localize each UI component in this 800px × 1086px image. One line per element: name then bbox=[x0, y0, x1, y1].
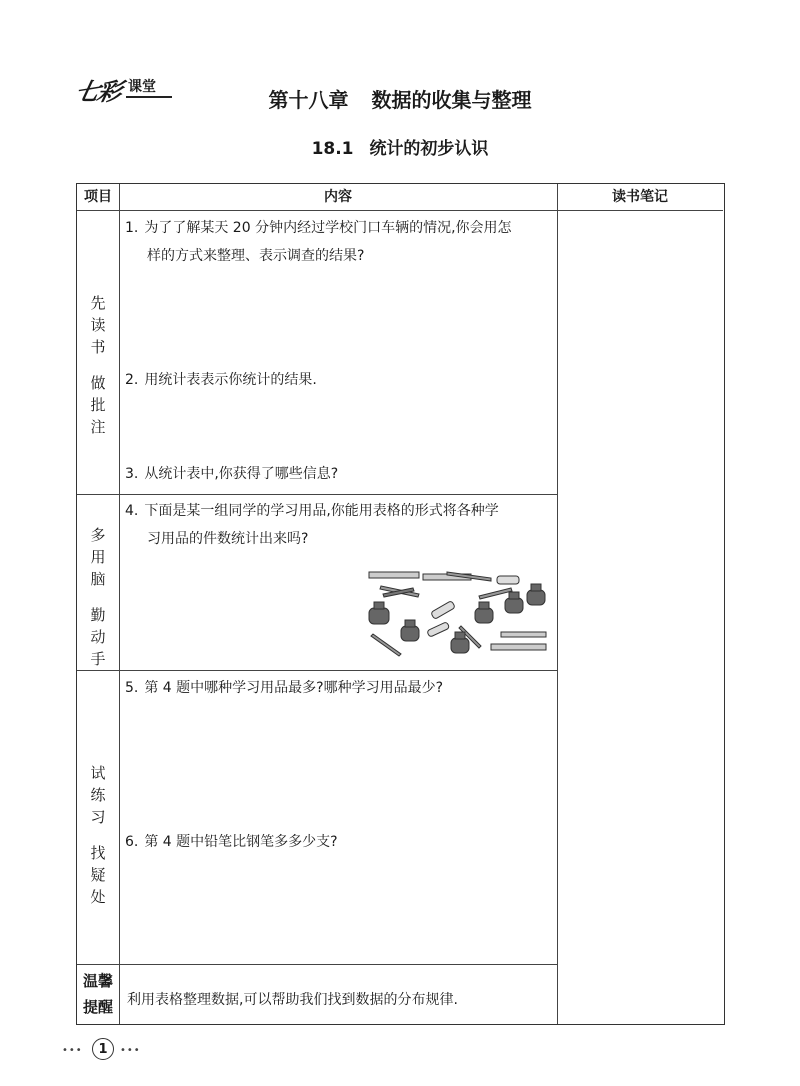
section-name: 统计的初步认识 bbox=[369, 139, 489, 159]
question-5 bbox=[125, 674, 555, 702]
side-label-tip bbox=[77, 968, 119, 1020]
question-3 bbox=[125, 460, 555, 488]
pencil-icon bbox=[479, 588, 512, 599]
logo-sub-text: 课堂 bbox=[128, 79, 156, 95]
page-number-dots-right: ••• bbox=[120, 1045, 141, 1056]
chapter-name: 数据的收集与整理 bbox=[371, 88, 532, 112]
ruler-icon bbox=[369, 572, 419, 578]
row-divider-1 bbox=[77, 494, 558, 495]
question-3-number: 3. bbox=[125, 466, 139, 482]
header-divider bbox=[77, 210, 723, 211]
question-6-text: 第 4 题中铅笔比钢笔多多少支? bbox=[144, 834, 338, 850]
pencil-icon bbox=[371, 634, 401, 656]
col-divider-2 bbox=[557, 184, 558, 1024]
side-label-practice bbox=[77, 762, 119, 908]
question-6 bbox=[125, 828, 555, 856]
study-table bbox=[76, 183, 725, 1025]
school-supplies-illustration bbox=[361, 568, 551, 660]
chapter-number: 第十八章 bbox=[268, 88, 349, 112]
question-4-line-2: 习用品的件数统计出来吗? bbox=[147, 531, 309, 547]
side-label-practice-bottom: 找疑处 bbox=[90, 844, 106, 906]
question-2-number: 2. bbox=[125, 372, 139, 388]
logo-main-text: 七彩 bbox=[72, 77, 123, 106]
header-content: 内容 bbox=[324, 189, 352, 205]
question-1-line-2: 样的方式来整理、表示调查的结果? bbox=[147, 248, 365, 264]
side-label-tip-top: 温馨 bbox=[82, 972, 113, 990]
col-divider-1 bbox=[119, 184, 120, 1024]
question-6-number: 6. bbox=[125, 834, 139, 850]
question-4-number: 4. bbox=[125, 503, 139, 519]
side-label-think-top: 多用脑 bbox=[90, 526, 106, 588]
question-2-text: 用统计表表示你统计的结果. bbox=[144, 372, 317, 388]
question-1-number: 1. bbox=[125, 220, 139, 236]
ruler-icon bbox=[491, 644, 546, 650]
question-4 bbox=[125, 497, 555, 553]
question-2 bbox=[125, 366, 555, 394]
eraser-icon bbox=[431, 601, 456, 620]
ruler-icon bbox=[501, 632, 546, 637]
page-number bbox=[62, 1038, 146, 1060]
question-3-text: 从统计表中,你获得了哪些信息? bbox=[144, 466, 339, 482]
section-number: 18.1 bbox=[311, 139, 354, 159]
ink-bottle-icon bbox=[401, 620, 419, 641]
question-5-text: 第 4 题中哪种学习用品最多?哪种学习用品最少? bbox=[144, 680, 444, 696]
side-label-practice-top: 试练习 bbox=[90, 764, 106, 826]
side-label-read-top: 先读书 bbox=[90, 294, 106, 356]
header-item: 项目 bbox=[84, 189, 112, 205]
ink-bottle-icon bbox=[527, 584, 545, 605]
section-title bbox=[0, 134, 800, 159]
page-number-dots-left: ••• bbox=[62, 1045, 83, 1056]
question-1-line-1: 为了了解某天 20 分钟内经过学校门口车辆的情况,你会用怎 bbox=[144, 220, 512, 236]
row-divider-3 bbox=[77, 964, 558, 965]
side-label-read-bottom: 做批注 bbox=[90, 374, 106, 436]
question-4-line-1: 下面是某一组同学的学习用品,你能用表格的形式将各种学 bbox=[144, 503, 499, 519]
ink-bottle-icon bbox=[369, 602, 389, 624]
row-divider-2 bbox=[77, 670, 558, 671]
question-5-number: 5. bbox=[125, 680, 139, 696]
ink-bottle-icon bbox=[475, 602, 493, 623]
side-label-think-bottom: 勤动手 bbox=[90, 606, 106, 668]
side-label-tip-bottom: 提醒 bbox=[82, 998, 113, 1016]
question-1 bbox=[125, 214, 555, 270]
eraser-icon bbox=[497, 576, 519, 584]
ink-bottle-icon bbox=[505, 592, 523, 613]
page-number-value: 1 bbox=[92, 1038, 114, 1060]
tip-text: 利用表格整理数据,可以帮助我们找到数据的分布规律. bbox=[127, 992, 458, 1008]
eraser-icon bbox=[427, 622, 450, 638]
header-notes: 读书笔记 bbox=[612, 189, 668, 205]
side-label-think bbox=[77, 524, 119, 670]
side-label-read bbox=[77, 292, 119, 438]
chapter-title bbox=[0, 84, 800, 113]
